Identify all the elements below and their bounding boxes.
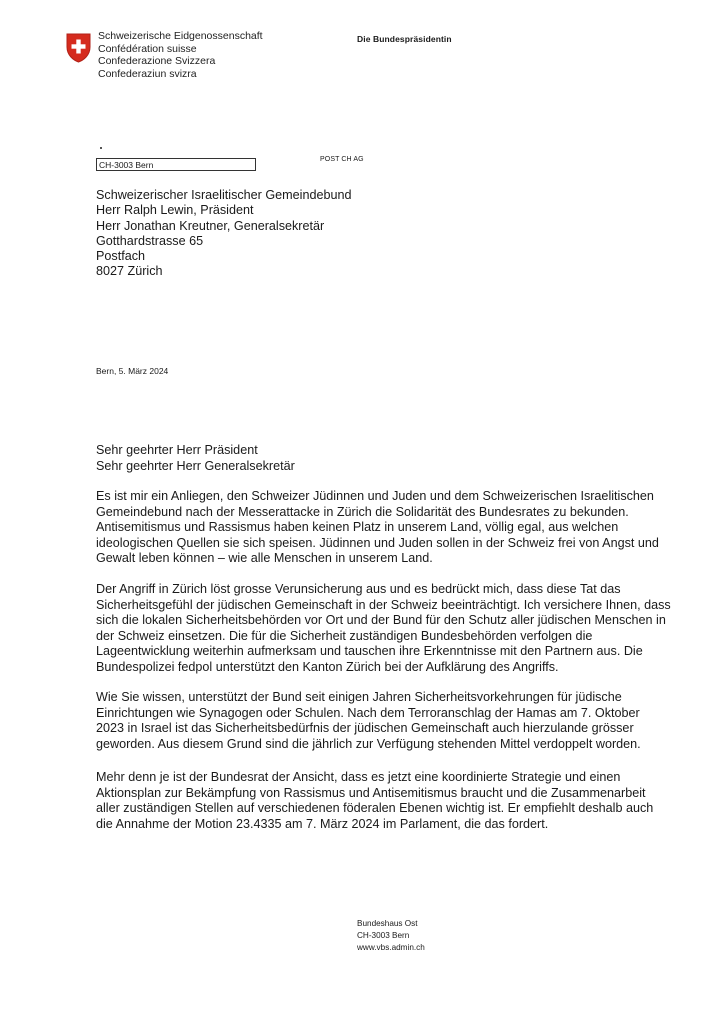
federation-name-de: Schweizerische Eidgenossenschaft	[98, 30, 263, 42]
paragraph-line: Sicherheitsgefühl der jüdischen Gemeinschaft in der Schweiz beeinträchtigt. Ich versichere Ihnen, dass	[96, 597, 671, 612]
federation-name-it: Confederazione Svizzera	[98, 55, 216, 68]
recipient-line: Herr Jonathan Kreutner, Generalsekretär	[96, 218, 325, 233]
body-paragraph-2	[96, 582, 671, 676]
paragraph-line: 2023 in Israel ist das Sicherheitsbedürfnis der jüdischen Gemeinschaft auch hierzulande grösser	[96, 721, 634, 736]
salutation	[96, 443, 295, 474]
paragraph-line: ideologischen Quellen sie sich speisen. Jüdinnen und Juden sollen in der Schweiz frei von Angst und	[96, 535, 659, 550]
recipient-line: Herr Ralph Lewin, Präsident	[96, 203, 254, 218]
salutation-line: Sehr geehrter Herr Generalsekretär	[96, 458, 295, 473]
federation-names	[98, 30, 263, 80]
paragraph-line: aller zuständigen Stellen auf verschiedenen föderalen Ebenen wichtig ist. Er empfiehlt deshalb auch	[96, 801, 654, 816]
footer-address	[357, 918, 425, 953]
office-title: Die Bundespräsidentin	[357, 34, 452, 44]
footer-website-link[interactable]: www.vbs.admin.ch	[357, 942, 425, 952]
letter-date: Bern, 5. März 2024	[96, 366, 169, 376]
recipient-address	[96, 188, 352, 280]
sender-address-box: CH-3003 Bern	[96, 158, 256, 171]
salutation-line: Sehr geehrter Herr Präsident	[96, 443, 258, 457]
paragraph-line: Aktionsplan zur Bekämpfung von Rassismus und Antisemitismus braucht und die Zusammenarbeit	[96, 785, 646, 800]
paragraph-line: Bundespolizei fedpol unterstützt den Kanton Zürich bei der Aufklärung des Angriffs.	[96, 659, 559, 674]
paragraph-line: Gewalt leben können – wie alle Menschen in unserem Land.	[96, 551, 433, 566]
recipient-line: Postfach	[96, 249, 146, 264]
paragraph-line: Es ist mir ein Anliegen, den Schweizer Jüdinnen und Juden und dem Schweizerischen Israelitischen	[96, 489, 654, 503]
post-label: POST CH AG	[320, 156, 364, 163]
body-paragraph-3	[96, 690, 641, 752]
recipient-line: 8027 Zürich	[96, 264, 163, 279]
dot-mark	[100, 147, 102, 149]
footer-line: CH-3003 Bern	[357, 930, 410, 940]
federation-name-fr: Confédération suisse	[98, 42, 197, 55]
paragraph-line: die Annahme der Motion 23.4335 am 7. März 2024 im Parlament, die das fordert.	[96, 816, 549, 831]
paragraph-line: sich die lokalen Sicherheitsbehörden vor Ort und der Bund für den Schutz aller jüdischen Menschen in	[96, 613, 666, 628]
swiss-coat-of-arms-icon	[66, 33, 91, 63]
federation-name-rm: Confederaziun svizra	[98, 67, 197, 80]
paragraph-line: Einrichtungen wie Synagogen oder Schulen. Nach dem Terroranschlag der Hamas am 7. Oktober	[96, 705, 640, 720]
paragraph-line: Mehr denn je ist der Bundesrat der Ansicht, dass es jetzt eine koordinierte Strategie und einen	[96, 770, 621, 784]
recipient-line: Schweizerischer Israelitischer Gemeindebund	[96, 188, 352, 202]
footer-line: Bundeshaus Ost	[357, 919, 418, 928]
paragraph-line: Der Angriff in Zürich löst grosse Verunsicherung aus und es bedrückt mich, dass diese Tat das	[96, 582, 621, 596]
recipient-line: Gotthardstrasse 65	[96, 233, 204, 248]
paragraph-line: Antisemitismus und Rassismus haben keinen Platz in unserem Land, völlig egal, aus welchen	[96, 520, 619, 535]
body-paragraph-1	[96, 489, 659, 567]
paragraph-line: geworden. Aus diesem Grund sind die jährlich zur Verfügung stehenden Mittel verdoppelt worden.	[96, 736, 641, 751]
paragraph-line: Wie Sie wissen, unterstützt der Bund seit einigen Jahren Sicherheitsvorkehrungen für jüdische	[96, 690, 622, 704]
paragraph-line: Lageentwicklung weiterhin aufmerksam und tauschen ihre Erkenntnisse mit den Partnern aus. Die	[96, 644, 643, 659]
paragraph-line: der Schweiz einsetzen. Die für die Sicherheit zuständigen Bundesbehörden verfolgen die	[96, 628, 593, 643]
paragraph-line: Gemeindebund nach der Messerattacke in Zürich die Solidarität des Bundesrates zu bekunden.	[96, 504, 629, 519]
body-paragraph-4	[96, 770, 654, 832]
